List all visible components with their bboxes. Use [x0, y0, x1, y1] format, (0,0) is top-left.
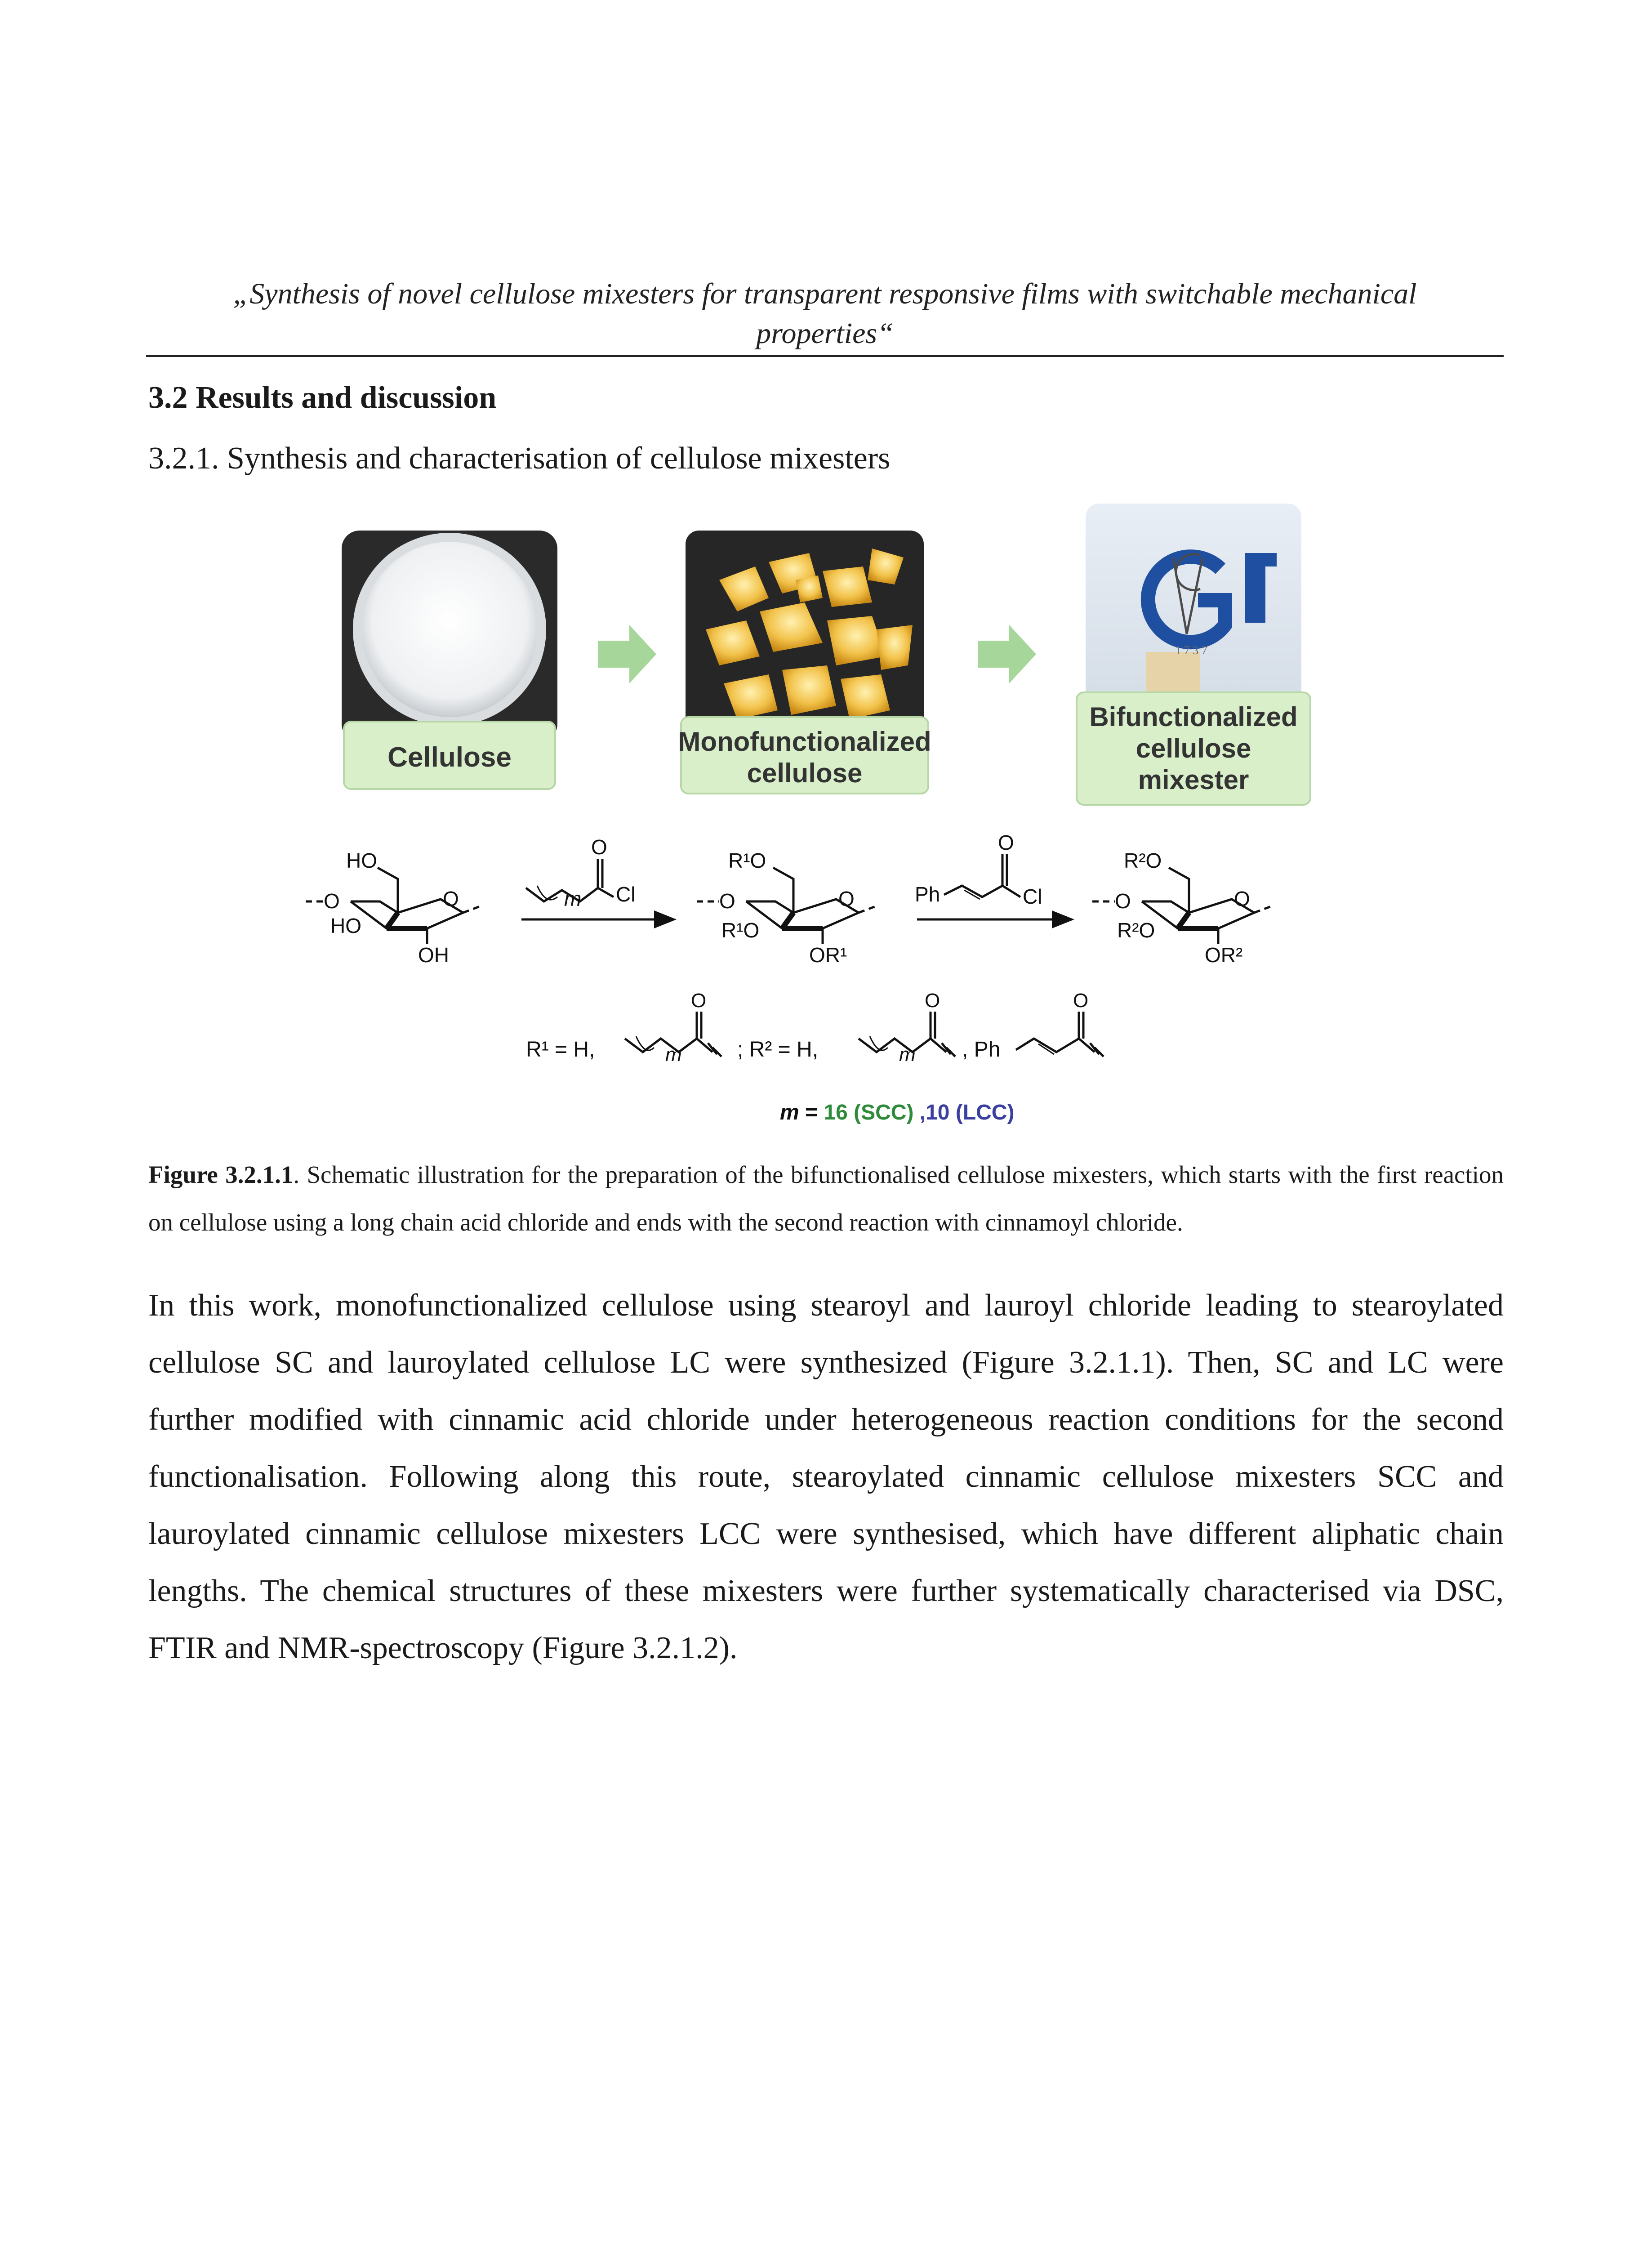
running-header: [146, 274, 1504, 353]
cellulose-label: [344, 722, 555, 789]
running-header-line1: „Synthesis of novel cellulose mixesters for transparent responsive films with switchable mechanical: [233, 277, 1417, 310]
running-header-line2: properties“: [756, 317, 894, 350]
figure-caption-text: . Schematic illustration for the preparation of the bifunctionalised cellulose mixesters, which starts with the first reaction on cellulose using a long chain acid chloride and ends with the second reaction with cinnamoyl chloride.: [148, 1161, 1504, 1236]
figure-caption-label: Figure 3.2.1.1: [148, 1161, 294, 1188]
svg-text:R¹O: R¹O: [728, 849, 766, 872]
reaction-scheme: [306, 831, 1272, 1124]
svg-text:Bifunctionalized: Bifunctionalized: [1089, 702, 1298, 732]
svg-text:O: O: [1234, 887, 1250, 910]
process-arrow-1: [598, 625, 656, 683]
glucose-unit-monofunctionalized: [697, 849, 877, 967]
svg-text:cellulose: cellulose: [1135, 733, 1251, 763]
svg-text:; R² = H,: ; R² = H,: [737, 1038, 819, 1062]
figure-scheme: [292, 495, 1371, 1142]
glucose-unit-bifunctionalized: [1092, 849, 1272, 967]
svg-text:R¹O: R¹O: [721, 919, 760, 942]
svg-text:O: O: [719, 889, 735, 913]
subsection-heading: 3.2.1. Synthesis and characterisation of cellulose mixesters: [148, 441, 891, 476]
svg-text:OH: OH: [418, 943, 449, 967]
figure-caption: [148, 1151, 1504, 1246]
svg-text:Cl: Cl: [1023, 885, 1042, 908]
svg-text:mixester: mixester: [1138, 765, 1249, 795]
substituent-definitions: [526, 990, 1104, 1066]
cellulose-photo: [342, 531, 557, 742]
svg-text:HO: HO: [346, 849, 377, 872]
reagent-acid-chloride: [521, 835, 674, 919]
body-paragraph: In this work, monofunctionalized cellulose using stearoyl and lauroyl chloride leading to stearoylated cellulose SC and lauroylated cellulose LC were synthesized (Figure 3.2.1.1). Then, SC and LC were further modified with cinnamic acid chloride under heterogeneous reaction conditions for the second functionalisation. Following along this route, stearoylated cinnamic cellulose mixesters SCC and lauroylated cinnamic cellulose mixesters LCC were synthesised, which have different aliphatic chain lengths. The chemical structures of these mixesters were further systematically characterised via DSC, FTIR and NMR-spectroscopy (Figure 3.2.1.2).: [148, 1288, 1504, 1665]
svg-text:O: O: [925, 990, 940, 1012]
glucose-unit-cellulose: [306, 849, 481, 967]
section-heading: 3.2 Results and discussion: [148, 380, 497, 415]
svg-text:HO: HO: [330, 914, 361, 937]
bifunctionalized-label: [1077, 692, 1310, 805]
header-rule: [146, 355, 1504, 357]
svg-text:cellulose: cellulose: [747, 758, 863, 788]
svg-text:R¹ = H,: R¹ = H,: [526, 1038, 595, 1062]
svg-text:Cellulose: Cellulose: [387, 742, 512, 773]
svg-text:Cl: Cl: [616, 883, 636, 906]
monofunctionalized-label: [678, 717, 931, 794]
svg-text:O: O: [443, 887, 459, 910]
svg-text:R²O: R²O: [1124, 849, 1162, 872]
svg-text:O: O: [1115, 889, 1131, 913]
svg-text:R²O: R²O: [1117, 919, 1155, 942]
process-arrow-2: [978, 625, 1036, 683]
svg-text:O: O: [1073, 990, 1089, 1012]
svg-text:Monofunctionalized: Monofunctionalized: [678, 727, 931, 757]
svg-text:O: O: [324, 889, 340, 913]
chain-length-legend: [780, 1101, 1014, 1124]
svg-text:O: O: [591, 835, 607, 859]
svg-text:1 7 3 7: 1 7 3 7: [1175, 644, 1207, 657]
svg-text:m: m: [899, 1044, 916, 1066]
svg-text:m = 16 (SCC) ,10 (LCC): m = 16 (SCC) ,10 (LCC): [780, 1101, 1015, 1124]
svg-text:OR²: OR²: [1205, 943, 1243, 967]
svg-text:Ph: Ph: [915, 883, 940, 906]
svg-text:m: m: [564, 887, 582, 910]
svg-text:O: O: [691, 990, 707, 1012]
svg-text:O: O: [838, 887, 855, 910]
svg-text:, Ph: , Ph: [962, 1038, 1001, 1062]
monofunctionalized-photo: [686, 531, 924, 746]
svg-text:OR¹: OR¹: [809, 943, 847, 967]
svg-text:m: m: [665, 1044, 682, 1066]
reagent-cinnamoyl-chloride: [915, 831, 1072, 919]
svg-text:O: O: [998, 831, 1014, 854]
